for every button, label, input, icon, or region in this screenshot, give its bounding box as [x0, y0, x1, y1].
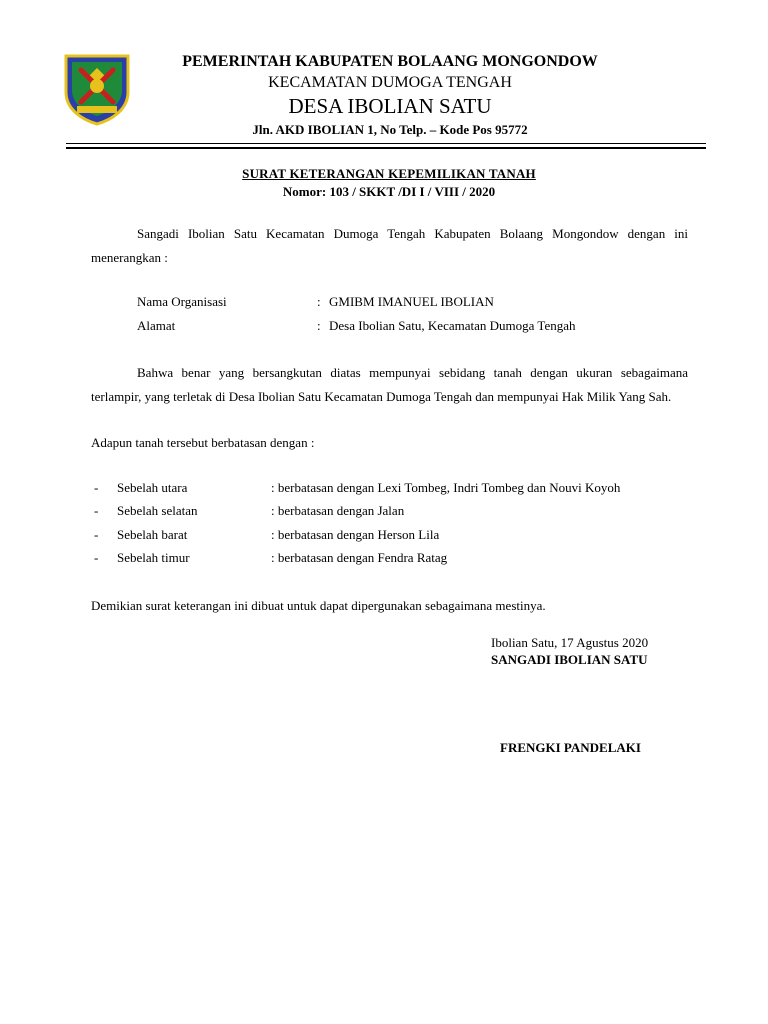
header-divider-thin [66, 143, 706, 144]
signatory-name: FRENGKI PANDELAKI [500, 740, 641, 755]
border-side: Sebelah barat [117, 526, 188, 542]
list-dash: - [94, 503, 99, 519]
field-separator: : [317, 318, 321, 333]
intro-paragraph [91, 222, 688, 269]
border-desc: : berbatasan dengan Jalan [271, 503, 405, 519]
field-label: Alamat [137, 318, 176, 333]
border-desc: : berbatasan dengan Herson Lila [271, 526, 440, 542]
signature-title: SANGADI IBOLIAN SATU [491, 652, 648, 667]
list-dash: - [94, 526, 99, 542]
statement-paragraph [91, 361, 688, 408]
field-organization [137, 294, 697, 314]
intro-text: Sangadi Ibolian Satu Kecamatan Dumoga Tengah Kabupaten Bolaang Mongondow dengan ini menerangkan : [91, 226, 688, 265]
field-value: GMIBM IMANUEL IBOLIAN [329, 294, 494, 309]
borders-list [91, 480, 691, 573]
village-name: DESA IBOLIAN SATU [288, 94, 492, 118]
list-item [91, 503, 691, 526]
list-dash: - [94, 480, 99, 495]
border-desc: : berbatasan dengan Fendra Ratag [271, 549, 448, 565]
government-name: PEMERINTAH KABUPATEN BOLAANG MONGONDOW [182, 53, 598, 70]
field-address [137, 318, 697, 338]
list-item [91, 550, 691, 573]
closing-paragraph: Demikian surat keterangan ini dibuat untuk dapat dipergunakan sebagaimana mestinya. [91, 598, 546, 613]
document-title: SURAT KETERANGAN KEPEMILIKAN TANAH [242, 166, 536, 181]
document-number: Nomor: 103 / SKKT /DI I / VIII / 2020 [282, 184, 496, 199]
border-side: Sebelah utara [117, 480, 188, 495]
district-name: KECAMATAN DUMOGA TENGAH [268, 74, 512, 91]
field-separator: : [317, 294, 321, 309]
field-value: Desa Ibolian Satu, Kecamatan Dumoga Tengah [329, 318, 576, 333]
field-label: Nama Organisasi [137, 294, 227, 309]
office-address: Jln. AKD IBOLIAN 1, No Telp. – Kode Pos 95772 [252, 122, 528, 137]
borders-intro: Adapun tanah tersebut berbatasan dengan : [91, 435, 315, 450]
border-side: Sebelah timur [117, 549, 190, 565]
border-side: Sebelah selatan [117, 503, 198, 519]
list-item [91, 527, 691, 550]
header-divider-thick [66, 147, 706, 149]
border-desc: : berbatasan dengan Lexi Tombeg, Indri Tombeg dan Nouvi Koyoh [271, 480, 621, 495]
list-item [91, 480, 691, 503]
list-dash: - [94, 549, 99, 565]
statement-text: Bahwa benar yang bersangkutan diatas mempunyai sebidang tanah dengan ukuran sebagaimana terlampir, yang terletak di Desa Ibolian Satu Kecamatan Dumoga Tengah dan mempunyai Hak Milik Yang Sah. [91, 365, 688, 404]
signature-place-date: Ibolian Satu, 17 Agustus 2020 [491, 635, 649, 650]
